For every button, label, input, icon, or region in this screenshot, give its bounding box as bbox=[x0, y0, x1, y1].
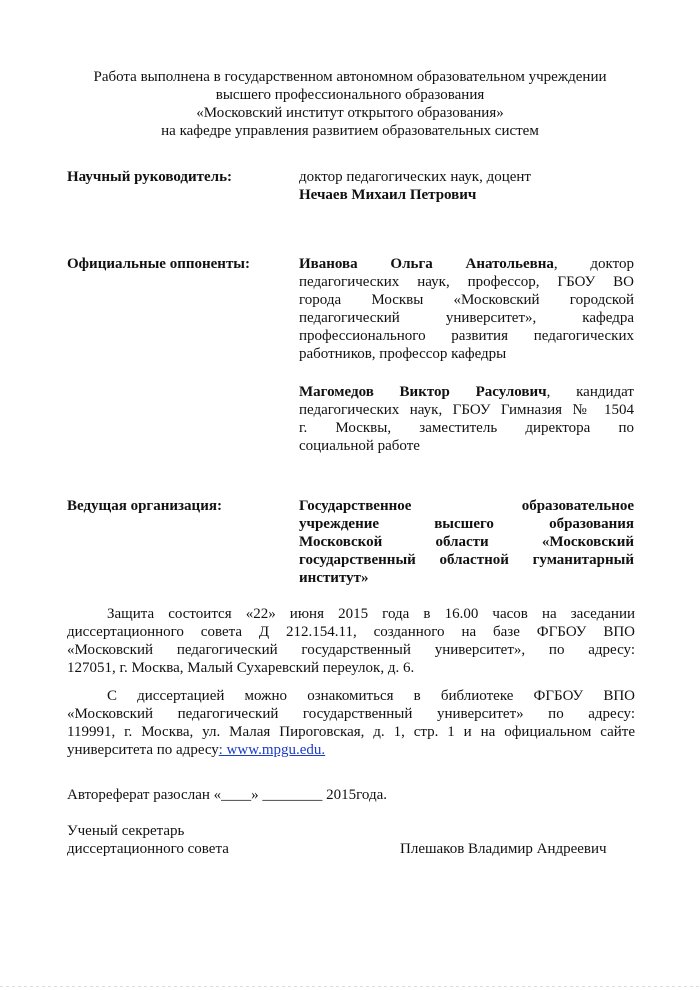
opponent-second-line: педагогических наук, ГБОУ Гимназия № 1504 bbox=[299, 402, 634, 418]
opponent-first-line: педагогических наук, профессор, ГБОУ ВО bbox=[299, 274, 634, 290]
defense-line: 127051, г. Москва, Малый Сухаревский переулок, д. 6. bbox=[67, 660, 415, 676]
header-line: на кафедре управления развитием образовательных систем bbox=[161, 123, 539, 139]
lead-org-line: учреждение высшего образования bbox=[299, 516, 634, 532]
library-line: «Московский педагогический государственный университет» по адресу: bbox=[67, 706, 635, 722]
opponent-first-line: работников, профессор кафедры bbox=[299, 346, 507, 362]
supervisor-block bbox=[299, 168, 634, 204]
lead-org-block bbox=[299, 497, 634, 587]
header-line: Работа выполнена в государственном автономном образовательном учреждении bbox=[93, 69, 607, 85]
page-bottom-edge bbox=[0, 986, 700, 987]
opponent-first-line: профессионального развития педагогических bbox=[299, 328, 634, 344]
opponent-second-line: г. Москвы, заместитель директора по bbox=[299, 420, 634, 436]
header-line: «Московский институт открытого образования» bbox=[196, 105, 504, 121]
lead-org-line: Государственное образовательное bbox=[299, 498, 634, 514]
lead-org-label: Ведущая организация: bbox=[67, 498, 222, 514]
opponent-first-rest: , доктор bbox=[553, 256, 634, 272]
library-line: 119991, г. Москва, ул. Малая Пироговская, д. 1, стр. 1 и на официальном сайте bbox=[67, 724, 635, 740]
opponent-first-line: города Москвы «Московский городской bbox=[299, 292, 634, 308]
secretary-name: Плешаков Владимир Андреевич bbox=[400, 841, 607, 857]
supervisor-label: Научный руководитель: bbox=[67, 169, 232, 185]
lead-org-line: государственный областной гуманитарный bbox=[299, 552, 634, 568]
supervisor-name: Нечаев Михаил Петрович bbox=[299, 187, 477, 203]
secretary-title: Ученый секретарь bbox=[67, 823, 185, 839]
opponent-second bbox=[299, 383, 634, 455]
sent-line bbox=[67, 786, 635, 804]
library-paragraph bbox=[67, 687, 635, 759]
opponent-second-rest: , кандидат bbox=[546, 384, 634, 400]
defense-line: диссертационного совета Д 212.154.11, созданного на базе ФГБОУ ВПО bbox=[67, 624, 635, 640]
supervisor-degree: доктор педагогических наук, доцент bbox=[299, 169, 531, 185]
defense-line: Защита состоится «22» июня 2015 года в 16.00 часов на заседании bbox=[107, 606, 635, 622]
opponent-second-line: социальной работе bbox=[299, 438, 420, 454]
library-last-prefix: университета по адресу bbox=[67, 742, 219, 758]
university-website-link[interactable]: : www.mpgu.edu. bbox=[218, 742, 326, 758]
secretary-title: диссертационного совета bbox=[67, 841, 229, 857]
header-block bbox=[50, 68, 650, 140]
defense-paragraph bbox=[67, 605, 635, 677]
sent-mid: » bbox=[251, 787, 263, 803]
opponents-label: Официальные оппоненты: bbox=[67, 256, 251, 272]
library-line: С диссертацией можно ознакомиться в библиотеке ФГБОУ ВПО bbox=[107, 688, 635, 704]
sent-day-blank: ____ bbox=[221, 787, 252, 803]
sent-suffix: 2015года. bbox=[322, 787, 388, 803]
opponent-first bbox=[299, 255, 634, 363]
opponent-first-line: педагогический университет», кафедра bbox=[299, 310, 634, 326]
opponent-first-name: Иванова Ольга Анатольевна bbox=[299, 256, 554, 272]
sent-prefix: Автореферат разослан « bbox=[67, 787, 222, 803]
opponent-second-name: Магомедов Виктор Расулович bbox=[299, 384, 547, 400]
lead-org-line: Московской области «Московский bbox=[299, 534, 634, 550]
sent-month-blank: ________ bbox=[262, 787, 323, 803]
lead-org-line: институт» bbox=[299, 570, 369, 586]
header-line: высшего профессионального образования bbox=[215, 87, 485, 103]
defense-line: «Московский педагогический государственный университет», по адресу: bbox=[67, 642, 635, 658]
